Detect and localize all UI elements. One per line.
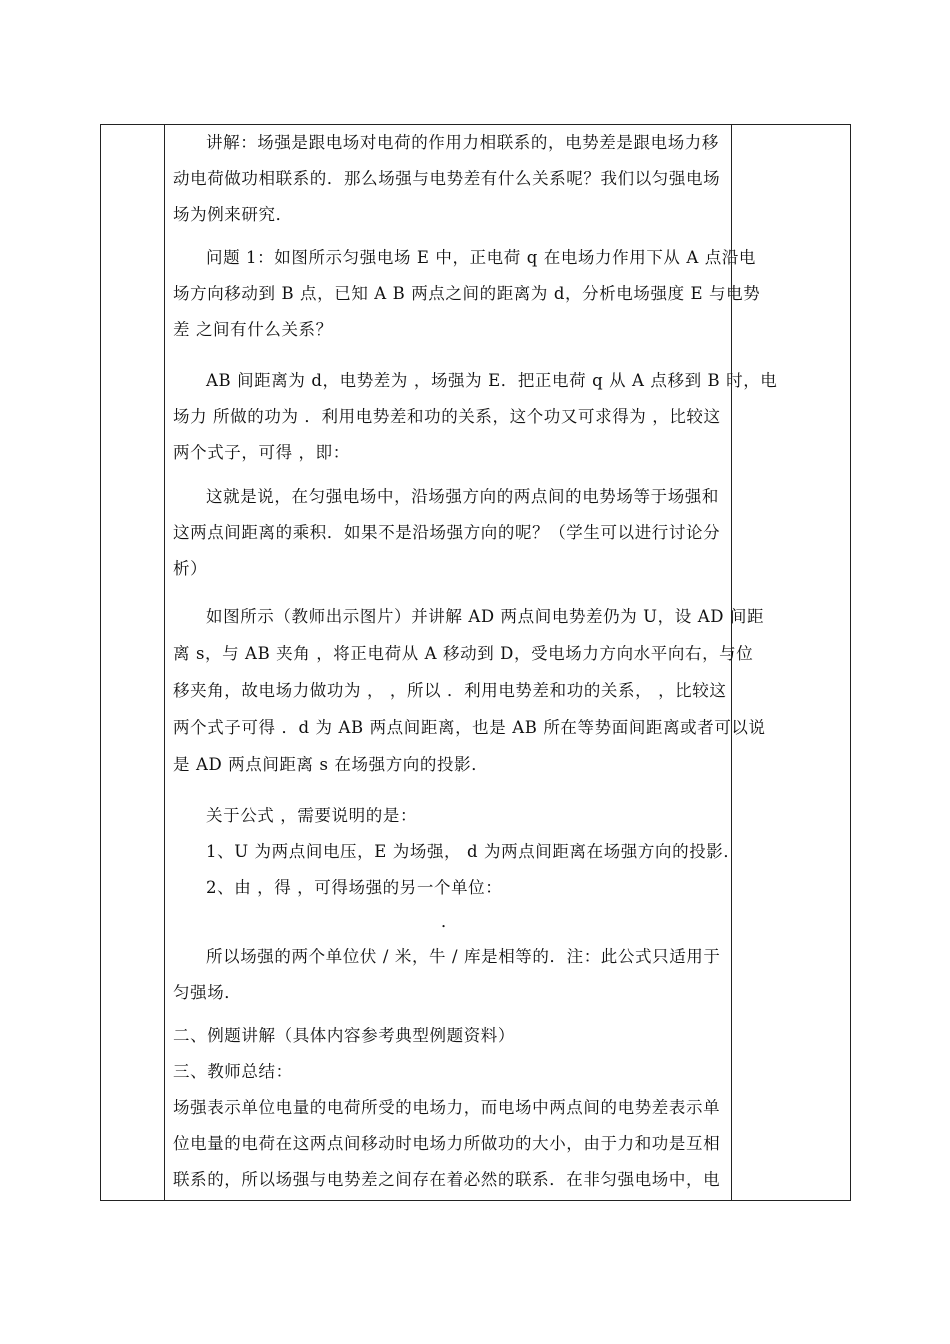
text-line: 差 之间有什么关系？ — [173, 320, 333, 339]
text-line: 析） — [173, 559, 208, 578]
text-line: 是 AD 两点间距离 s 在场强方向的投影． — [173, 755, 489, 774]
text-line: 两个式子，可得 ，即： — [173, 443, 350, 462]
text-line: 联系的，所以场强与电势差之间存在着必然的联系．在非匀强电场中，电 — [173, 1170, 721, 1189]
left-column-divider — [164, 125, 165, 1200]
text-line: 动电荷做功相联系的．那么场强与电势差有什么关系呢？我们以匀强电场 — [173, 169, 721, 188]
text-line: 场为例来研究． — [173, 205, 293, 224]
text-line: 如图所示（教师出示图片）并讲解 AD 两点间电势差仍为 U，设 AD 间距 — [206, 607, 765, 626]
text-line: 这两点间距离的乘积．如果不是沿场强方向的呢？（学生可以进行讨论分 — [173, 523, 721, 542]
text-line: 讲解：场强是跟电场对电荷的作用力相联系的，电势差是跟电场力移 — [206, 133, 719, 152]
text-line: 离 s，与 AB 夹角 ，将正电荷从 A 移动到 D，受电场力方向水平向右，与位 — [173, 644, 754, 663]
text-line: 匀强场． — [173, 983, 242, 1002]
text-line: 场强表示单位电量的电荷所受的电场力，而电场中两点间的电势差表示单 — [173, 1098, 721, 1117]
text-line: 移夹角，故电场力做功为 ， ，所以 ．利用电势差和功的关系， ，比较这 — [173, 681, 727, 700]
text-line: 位电量的电荷在这两点间移动时电场力所做功的大小，由于力和功是互相 — [173, 1134, 721, 1153]
text-line: 所以场强的两个单位伏 / 米，牛 / 库是相等的．注：此公式只适用于 — [206, 947, 721, 966]
text-line: 两个式子可得 ．d 为 AB 两点间距离，也是 AB 所在等势面间距离或者可以说 — [173, 718, 766, 737]
text-line: 场力 所做的功为 ．利用电势差和功的关系，这个功又可求得为 ，比较这 — [173, 407, 721, 426]
lesson-table: 讲解：场强是跟电场对电荷的作用力相联系的，电势差是跟电场力移 动电荷做功相联系的．那么场强与电势差有什么关系呢？我们以匀强电场 场为例来研究． 问题 1：如图所示匀强电场 E 中，正电荷 q 在电场力作用下从 A 点沿电 场方向移动到 B 点，已知 A B 两点之间的距离为 d，分析电场强度 E 与电势 差 之间有什么关系？ AB 间距离为 d，电势差为 ，场强为 E．把正电荷 q 从 A 点移到 B 时，电 场力 所做的功为 ．利用电势差和功的关系，这个功又可求得为 ，比较这 两个式子，可得 ，即： 这就是说，在匀强电场中，沿场强方向的两点间的电势场等于场强和 这两点间距离的乘积．如果不是沿场强方向的呢？（学生可以进行讨论分 析） 如图所示（教师出示图片）并讲解 AD 两点间电势差仍为 U，设 AD 间距 离 s，与 AB 夹角 ，将正电荷从 A 移动到 D，受电场力方向水平向右，与位 移夹角，故电场力做功为 ， ，所以 ．利用电势差和功的关系， ，比较这 两个式子可得 ．d 为 AB 两点间距离，也是 AB 所在等势面间距离或者可以说 是 AD 两点间距离 s 在场强方向的投影． 关于公式 ，需要说明的是： 1、U 为两点间电压，E 为场强， d 为两点间距离在场强方向的投影． 2、由 ，得 ，可得场强的另一个单位： ． 所以场强的两个单位伏 / 米，牛 / 库是相等的．注：此公式只适用于 匀强场． 二、例题讲解（具体内容参考典型例题资料） 三、教师总结： 场强表示单位电量的电荷所受的电场力，而电场中两点间的电势差表示单 位电量的电荷在这两点间移动时电场力所做功的大小，由于力和功是互相 联系的，所以场强与电势差之间存在着必然的联系．在非匀强电场中，电 — [100, 124, 851, 1201]
text-line: 问题 1：如图所示匀强电场 E 中，正电荷 q 在电场力作用下从 A 点沿电 — [206, 248, 757, 267]
text-line: 场方向移动到 B 点，已知 A B 两点之间的距离为 d，分析电场强度 E 与电势 — [173, 284, 761, 303]
text-line: AB 间距离为 d，电势差为 ，场强为 E．把正电荷 q 从 A 点移到 B 时，电 — [206, 371, 778, 390]
text-line: 这就是说，在匀强电场中，沿场强方向的两点间的电势场等于场强和 — [206, 487, 719, 506]
